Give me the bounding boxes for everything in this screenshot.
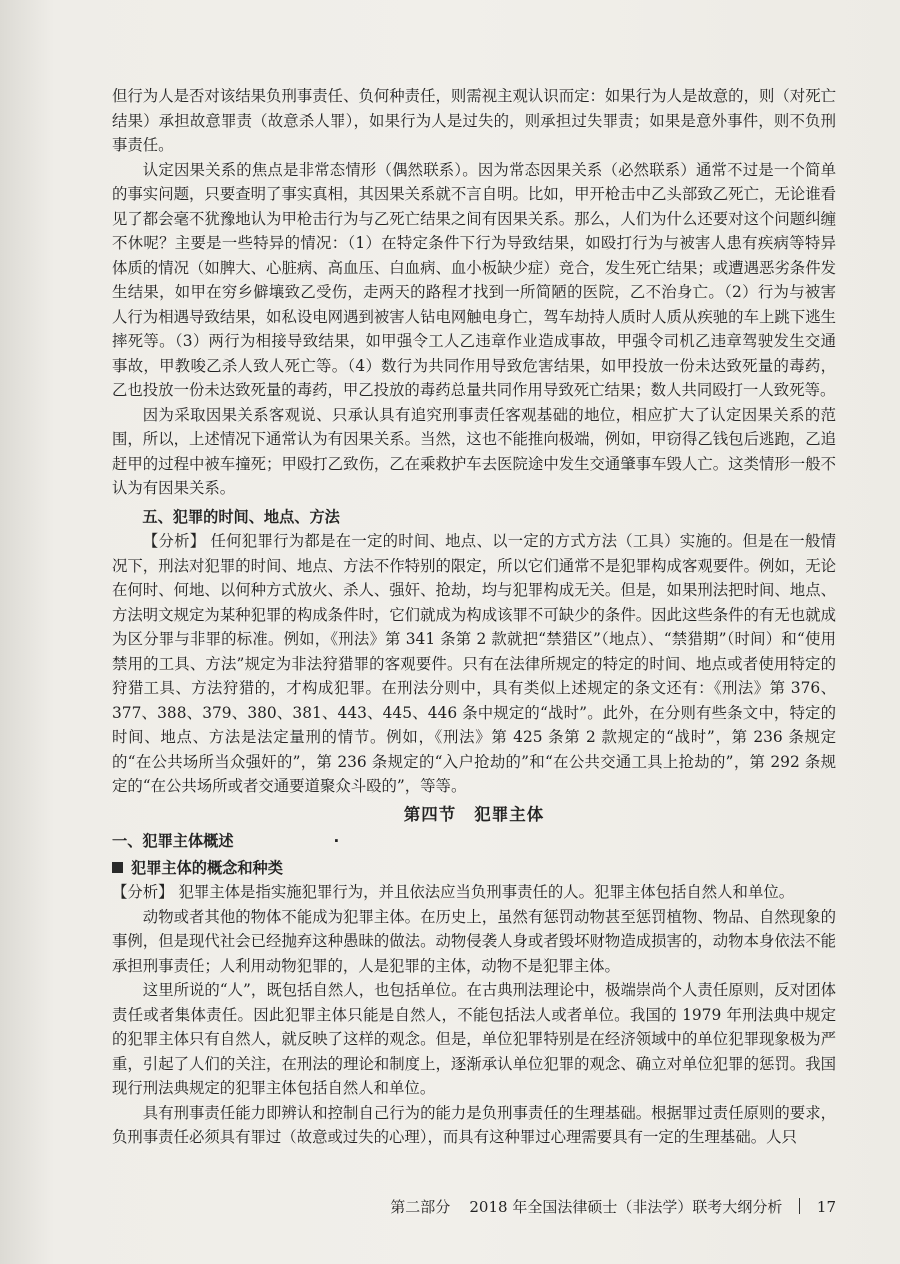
page-body	[112, 84, 836, 1150]
section-five-heading: 五、犯罪的时间、地点、方法	[142, 507, 340, 526]
concept-heading-text: 犯罪主体的概念和种类	[131, 858, 283, 877]
chapter-number: 第四节	[403, 804, 457, 824]
chapter-name: 犯罪主体	[474, 804, 545, 824]
subsection-heading	[112, 829, 836, 854]
paragraph-animals: 动物或者其他的物体不能成为犯罪主体。在历史上，虽然有惩罚动物甚至惩罚植物、物品、自然现象的事例，但是现代社会已经抛弃这种愚昧的做法。动物侵袭人身或者毁坏财物造成损害的，动物本身依法不能承担刑事责任；人利用动物犯罪的，人是犯罪的主体，动物不是犯罪主体。	[112, 907, 836, 975]
subject-analysis	[112, 880, 836, 905]
black-square-icon	[112, 862, 123, 873]
subject-analysis-text: 犯罪主体是指实施犯罪行为，并且依法应当负刑事责任的人。犯罪主体包括自然人和单位。	[178, 883, 795, 901]
analysis-tag: 【分析】	[142, 532, 206, 550]
section-five-text: 任何犯罪行为都是在一定的时间、地点、以一定的方式方法（工具）实施的。但是在一般情况下，刑法对犯罪的时间、地点、方法不作特别的限定，所以它们通常不是犯罪构成客观要件。例如，无论在何时、何地、以何种方式放火、杀人、强奸、抢劫，均与犯罪构成无关。但是，如果刑法把时间、地点、方法明文规定为某种犯罪的构成条件时，它们就成为构成该罪不可缺少的条件。因此这些条件的有无也就成为区分罪与非罪的标准。例如，《刑法》第 341 条第 2 款就把“禁猎区”（地点）、“禁猎期”（时间）和“使用禁用的工具、方法”规定为非法狩猎罪的客观要件。只有在法律所规定的特定的时间、地点或者使用特定的狩猎工具、方法狩猎的，才构成犯罪。在刑法分则中，具有类似上述规定的条文还有：《刑法》第 376、377、388、379、380、381、443、445、446 条中规定的“战时”。此外，在分则有些条文中，特定的时间、地点、方法是法定量刑的情节。例如，《刑法》第 425 条第 2 款规定的“战时”，第 236 条规定的“在公共场所当众强奸的”，第 236 条规定的“入户抢劫的”和“在公共交通工具上抢劫的”，第 292 条规定的“在公共场所或者交通要道聚众斗殴的”，等等。	[112, 532, 836, 795]
paragraph-continued: 但行为人是否对该结果负刑事责任、负何种责任，则需视主观认识而定：如果行为人是故意的，则（对死亡结果）承担故意罪责（故意杀人罪），如果行为人是过失的，则承担过失罪责；如果是意外事件，则不负刑事责任。	[112, 87, 836, 154]
chapter-title	[112, 803, 836, 828]
page-footer	[112, 1196, 836, 1217]
footer-divider	[799, 1198, 800, 1214]
section-five-analysis	[112, 529, 836, 799]
paragraph-capacity: 具有刑事责任能力即辨认和控制自己行为的能力是负刑事责任的生理基础。根据罪过责任原则的要求，负刑事责任必须具有罪过（故意或过失的心理），而具有这种罪过心理需要具有一定的生理基础。人只	[112, 1103, 836, 1146]
paragraph-causation-focus: 认定因果关系的焦点是非常态情形（偶然联系）。因为常态因果关系（必然联系）通常不过是一个简单的事实问题，只要查明了事实真相，其因果关系就不言自明。比如，甲开枪击中乙头部致乙死亡，无论谁看见了都会毫不犹豫地认为甲枪击行为与乙死亡结果之间有因果关系。那么，人们为什么还要对这个问题纠缠不休呢？主要是一些特异的情况：（1）在特定条件下行为导致结果，如殴打行为与被害人患有疾病等特异体质的情况（如脾大、心脏病、高血压、白血病、血小板缺少症）竞合，发生死亡结果；或遭遇恶劣条件发生结果，如甲在穷乡僻壤致乙受伤，走两天的路程才找到一所简陋的医院，乙不治身亡。（2）行为与被害人行为相遇导致结果，如私设电网遇到被害人钻电网触电身亡，驾车劫持人质时人质从疾驰的车上跳下逃生摔死等。（3）两行为相接导致结果，如甲强令工人乙违章作业造成事故，甲强令司机乙违章驾驶发生交通事故，甲教唆乙杀人致人死亡等。（4）数行为共同作用导致危害结果，如甲投放一份未达致死量的毒药，乙也投放一份未达致死量的毒药，甲乙投放的毒药总量共同作用导致死亡结果；数人共同殴打一人致死等。	[112, 160, 836, 399]
analysis-tag: 【分析】	[112, 883, 174, 901]
page-number: 17	[816, 1198, 836, 1216]
paragraph-causation-scope: 因为采取因果关系客观说、只承认具有追究刑事责任客观基础的地位，相应扩大了认定因果关系的范围，所以，上述情况下通常认为有因果关系。当然，这也不能推向极端，例如，甲窃得乙钱包后逃跑，乙追赶甲的过程中被车撞死；甲殴打乙致伤，乙在乘救护车去医院途中发生交通肇事车毁人亡。这类情形一般不认为有因果关系。	[112, 405, 836, 497]
stray-dot: ·	[333, 832, 340, 850]
subsection-heading-text: 一、犯罪主体概述	[112, 832, 234, 850]
footer-part: 第二部分	[390, 1198, 451, 1216]
paragraph-persons: 这里所说的“人”，既包括自然人，也包括单位。在古典刑法理论中，极端崇尚个人责任原则，反对团体责任或者集体责任。因此犯罪主体只能是自然人，不能包括法人或者单位。我国的 1979 年刑法典中规定的犯罪主体只有自然人，就反映了这样的观念。但是，单位犯罪特别是在经济领域中的单位犯罪现象极为严重，引起了人们的关注，在刑法的理论和制度上，逐渐承认单位犯罪的观念、确立对单位犯罪的惩罚。我国现行刑法典规定的犯罪主体包括自然人和单位。	[112, 981, 836, 1097]
concept-heading	[112, 856, 836, 881]
footer-title: 2018 年全国法律硕士（非法学）联考大纲分析	[469, 1198, 783, 1216]
